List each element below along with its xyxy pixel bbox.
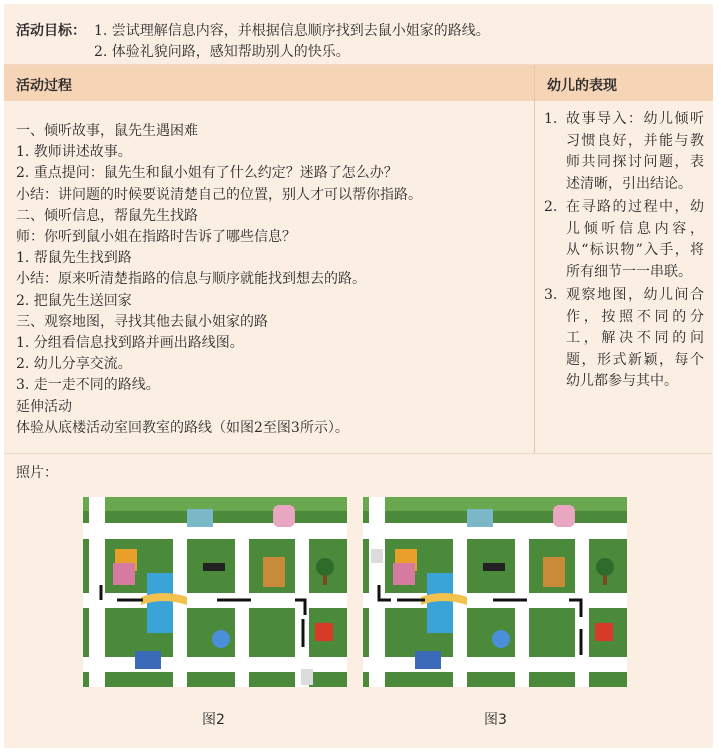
process-line: 1. 分组看信息找到路并画出路线图。 [16,335,244,352]
process-line: 2. 重点提问：鼠先生和鼠小姐有了什么约定？迷路了怎么办？ [16,165,398,182]
process-line: 2. 幼儿分享交流。 [16,356,132,373]
activity-sheet [4,4,713,748]
photo-separator [4,453,713,454]
process-line: 3. 走一走不同的路线。 [16,377,160,394]
process-line: 二、倾听信息，帮鼠先生找路 [16,207,198,224]
figure-2-caption: 图2 [202,712,225,728]
process-header [4,65,534,101]
process-line: 2. 把鼠先生送回家 [16,292,132,309]
performance-item [544,285,704,393]
performance-item [544,109,704,195]
performance-item [544,197,704,283]
goals-section [4,4,713,65]
process-header-label: 活动过程 [16,78,72,94]
figure-3-caption: 图3 [484,712,507,728]
process-content [16,121,526,439]
column-divider [534,65,535,453]
route-map-figure-2 [83,497,347,687]
process-line: 1. 教师讲述故事。 [16,144,132,161]
process-line: 1. 帮鼠先生找到路 [16,250,132,267]
process-line: 师：你听到鼠小姐在指路时告诉了哪些信息？ [16,229,296,246]
performance-item-text: 观察地图，幼儿间合作，按照不同的分工，解决不同的问题，形式新颖，每个幼儿都参与其中。 [566,287,704,389]
process-line: 三、观察地图，寻找其他去鼠小姐家的路 [16,313,268,330]
performance-content [544,109,704,395]
performance-item-number: 1. [544,111,558,127]
process-line: 一、倾听故事，鼠先生遇困难 [16,123,198,139]
performance-header-label: 幼儿的表现 [547,78,617,94]
goal-line-2: 2. 体验礼貌问路，感知帮助别人的快乐。 [94,44,350,60]
performance-item-number: 2. [544,199,558,215]
process-line: 小结：原来听清楚指路的信息与顺序就能找到想去的路。 [16,271,366,288]
performance-item-number: 3. [544,287,558,303]
goal-line-1: 1. 尝试理解信息内容，并根据信息顺序找到去鼠小姐家的路线。 [94,23,490,39]
process-line: 小结：讲问题的时候要说清楚自己的位置，别人才可以帮你指路。 [16,186,422,203]
photo-label: 照片： [16,465,58,481]
process-line: 延伸活动 [16,398,72,415]
route-map-figure-3 [363,497,627,687]
performance-item-text: 故事导入：幼儿倾听习惯良好，并能与教师共同探讨问题，表述清晰，引出结论。 [566,111,704,192]
process-line: 体验从底楼活动室回教室的路线（如图2至图3所示）。 [16,419,349,436]
performance-item-text: 在寻路的过程中，幼儿倾听信息内容，从“标识物”入手，将所有细节一一串联。 [566,199,704,280]
goals-label: 活动目标： [16,23,86,39]
performance-header [535,65,713,101]
